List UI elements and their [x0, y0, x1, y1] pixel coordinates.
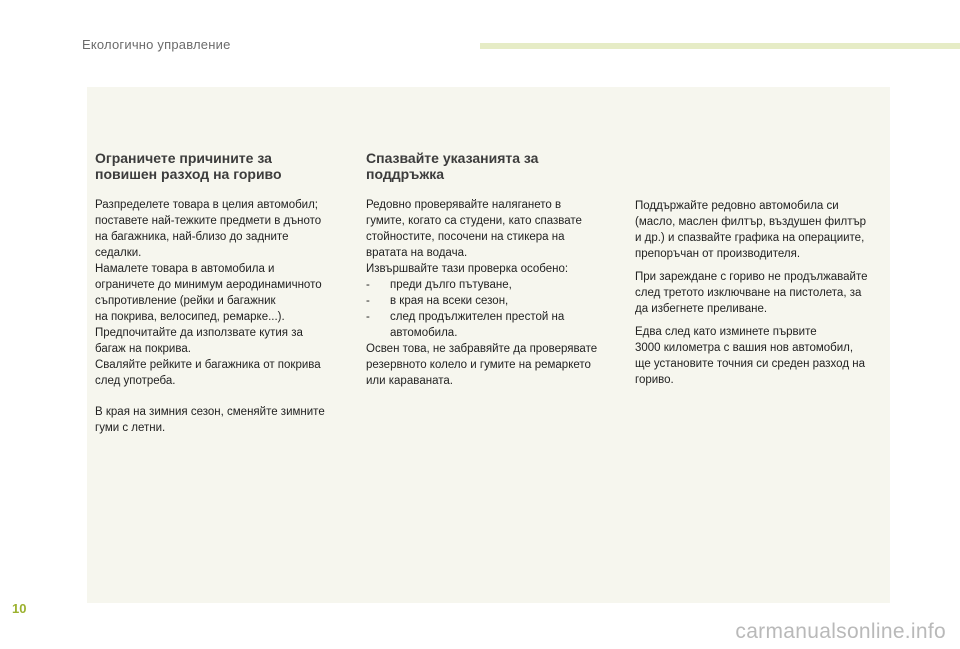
paragraph-load: Разпределете товара в целия автомобил; поставете най-тежките предмети в дъното на багажника, най-близо до задните седалки. Намалете товара в автомобила и ограничете до минимум аеродинамичното съпротивление (рейки и багажник на покрива, велосипед, ремарке...). Предпочитайте да използвате кутия за багаж на покрива. Сваляйте рейките и багажника от покрива след употреба.	[95, 199, 322, 387]
list-item: - преди дълго пътуване,	[366, 279, 512, 291]
page-number: 10	[12, 601, 27, 616]
watermark: carmanualsonline.info	[735, 620, 946, 643]
paragraph-new-vehicle: Едва след като изминете първите 3000 километра с вашия нов автомобил, ще установите точния си среден разход на гориво.	[635, 326, 865, 386]
column-maintenance	[366, 150, 624, 389]
paragraph-winter-tyres: В края на зимния сезон, сменяйте зимните гуми с летни.	[95, 406, 325, 434]
heading-maintenance: Спазвайте указанията за поддръжка	[366, 150, 539, 182]
list-item: - след продължителен престой на	[366, 311, 565, 323]
heading-limit-consumption: Ограничете причините за повишен разход на гориво	[95, 150, 282, 182]
paragraph-tyre-pressure: Редовно проверявайте налягането в гумите, когато са студени, като спазвате стойностите, посочени на стикера на вратата на водача. Извършвайте тази проверка особено:	[366, 199, 582, 275]
paragraph-spare-wheel: Освен това, не забравяйте да проверявате резервното колело и гумите на ремаркето или каравaната.	[366, 343, 598, 387]
header-accent-bar	[480, 43, 960, 49]
bullet-list: - преди дълго пътуване, - в края на всеки сезон, - след продължителен престой на автомобила.	[366, 277, 624, 341]
list-item: - в края на всеки сезон,	[366, 295, 509, 307]
paragraph-refuelling: При зареждане с гориво не продължавайте след третото изключване на пистолета, за да избегнете преливане.	[635, 271, 868, 315]
section-title: Екологично управление	[82, 37, 231, 52]
column-service	[635, 198, 890, 388]
paragraph-service: Поддържайте редовно автомобила си (масло, маслен филтър, въздушен филтър и др.) и спазвайте графика на операциите, препоръчан от производителя.	[635, 200, 867, 260]
column-fuel-consumption	[95, 150, 350, 436]
